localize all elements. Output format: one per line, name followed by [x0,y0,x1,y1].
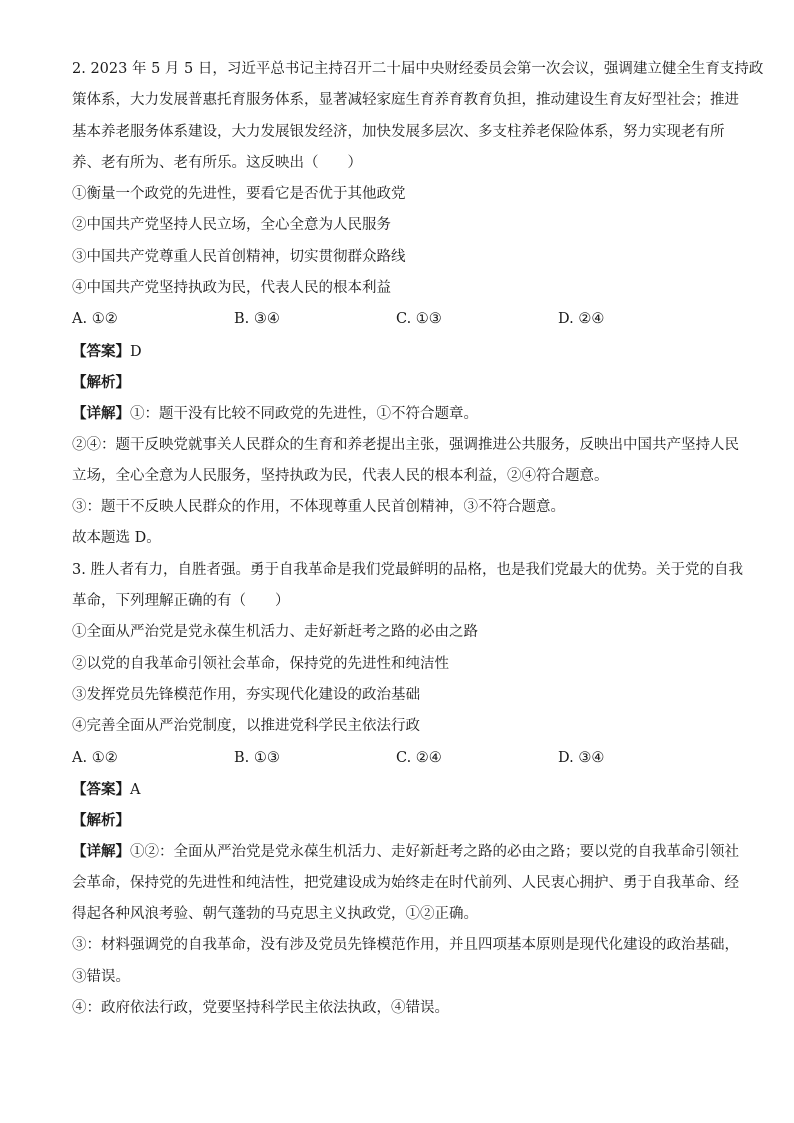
question-stem-line: 3. 胜人者有力，自胜者强。勇于自我革命是我们党最鲜明的品格，也是我们党最大的优势。关于党的自我 [72,561,743,578]
detail-text: ④：政府依法行政，党要坚持科学民主依法执政，④错误。 [72,999,449,1016]
detail-text: ③错误。 [72,968,130,985]
option-d: D. ③④ [558,749,605,766]
option-b: B. ①③ [234,749,280,766]
detail-tag: 【详解】 [72,405,130,423]
answer-line [72,774,732,805]
answer-value: A [130,781,141,798]
document-page [72,54,764,1024]
statement-item: ③发挥党员先锋模范作用，夯实现代化建设的政治基础 [72,686,420,703]
answer-tag: 【答案】 [72,780,130,798]
detail-text: ①②：全面从严治党是党永葆生机活力、走好新赶考之路的必由之路；要以党的自我革命引领社 [130,844,739,861]
question-stem-line: 2. 2023 年 5 月 5 日，习近平总书记主持召开二十届中央财经委员会第一次会议，强调建立健全生育支持政 [72,61,764,77]
question-stem-line: 革命，下列理解正确的有（ ） [72,593,290,610]
statement-item: ①全面从严治党是党永葆生机活力、走好新赶考之路的必由之路 [72,624,478,641]
option-a: A. ①② [72,311,118,328]
detail-line [72,398,732,429]
answer-value: D [130,343,142,360]
option-b: B. ③④ [234,311,280,328]
question-stem-line: 策体系，大力发展普惠托育服务体系，显著减轻家庭生育养育教育负担，推动建设生育友好型社会；推进 [72,92,739,109]
detail-tag: 【详解】 [72,843,130,861]
analysis-line [72,805,732,836]
option-a: A. ①② [72,749,118,766]
question-stem-line: 基本养老服务体系建设，大力发展银发经济，加快发展多层次、多支柱养老保险体系，努力实现老有所 [72,123,725,140]
statement-item: ②以党的自我革命引领社会革命，保持党的先进性和纯洁性 [72,655,449,672]
answer-tag: 【答案】 [72,342,130,360]
detail-text: 会革命，保持党的先进性和纯洁性，把党建设成为始终走在时代前列、人民衷心拥护、勇于自我革命、经 [72,874,739,891]
question-3 [72,555,743,1024]
statement-item: ①衡量一个政党的先进性，要看它是否优于其他政党 [72,186,406,203]
conclusion-text: 故本题选 D。 [72,530,161,547]
detail-text: ③：题干不反映人民群众的作用，不体现尊重人民首创精神，③不符合题意。 [72,499,565,516]
statement-item: ③中国共产党尊重人民首创精神，切实贯彻群众路线 [72,248,406,265]
statement-item: ④中国共产党坚持执政为民，代表人民的根本利益 [72,280,391,297]
option-c: C. ①③ [396,311,442,328]
analysis-line [72,367,732,398]
detail-text: ②④：题干反映党就事关人民群众的生育和养老提出主张，强调推进公共服务，反映出中国共产坚持人民 [72,436,739,453]
detail-text: ③：材料强调党的自我革命，没有涉及党员先锋模范作用，并且四项基本原则是现代化建设的政治基础， [72,937,739,954]
answer-options [72,304,732,335]
option-c: C. ②④ [396,749,442,766]
question-stem-line: 养、老有所为、老有所乐。这反映出（ ） [72,154,362,171]
option-d: D. ②④ [558,311,605,328]
detail-text: 立场，全心全意为人民服务，坚持执政为民，代表人民的根本利益，②④符合题意。 [72,467,609,484]
answer-options [72,743,732,774]
detail-line [72,836,739,867]
statement-item: ②中国共产党坚持人民立场，全心全意为人民服务 [72,217,391,234]
question-2 [72,54,764,555]
detail-text: 得起各种风浪考验、朝气蓬勃的马克思主义执政党，①②正确。 [72,906,478,923]
analysis-tag: 【解析】 [72,812,130,830]
answer-line [72,336,732,367]
detail-text: ①：题干没有比较不同政党的先进性，①不符合题章。 [130,406,478,423]
statement-item: ④完善全面从严治党制度，以推进党科学民主依法行政 [72,718,420,735]
analysis-tag: 【解析】 [72,373,130,391]
